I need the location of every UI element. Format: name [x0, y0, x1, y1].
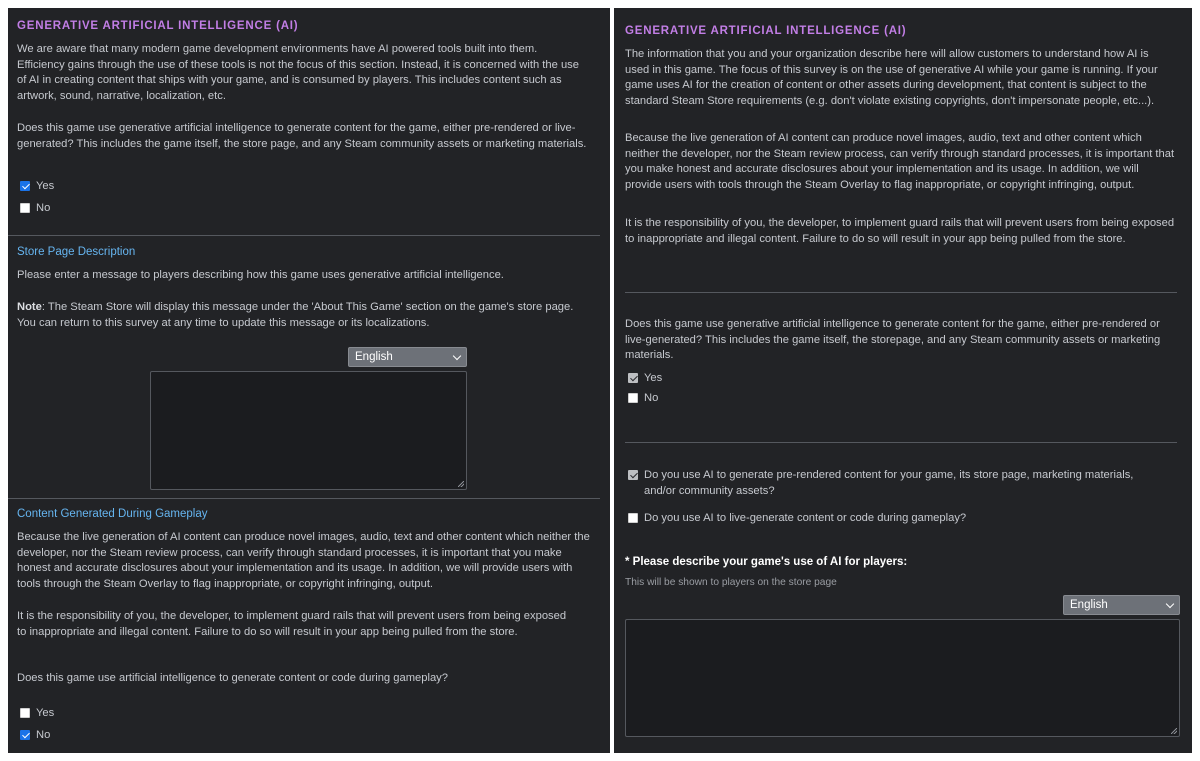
q1-yes-label: Yes [36, 180, 55, 192]
live-generate-label: Do you use AI to live-generate content or code during gameplay? [644, 512, 967, 524]
store-note [17, 300, 582, 331]
intro-paragraph-1: The information that you and your organization describe here will allow customers to understand how AI is used in this game. The focus of this survey is on the use of generative AI while your game is running. If your game uses AI for the creation of content or other assets during development, that content is subject to the standard Steam Store requirements (e.g. don't violate existing copyrights, don't impersonate people, etc...). [625, 48, 1158, 107]
section-title: GENERATIVE ARTIFICIAL INTELLIGENCE (AI) [17, 20, 299, 32]
language-select[interactable] [348, 347, 467, 367]
q2-yes-option[interactable] [20, 706, 54, 722]
q1-no-option[interactable] [20, 201, 50, 217]
ai-description-textarea[interactable] [625, 619, 1180, 737]
checkbox-empty-icon[interactable] [20, 708, 30, 718]
q1-no-label: No [644, 392, 659, 404]
live-generate-option[interactable] [628, 511, 966, 527]
gameplay-paragraph-2: It is the responsibility of you, the developer, to implement guard rails that will prevent users from being exposed to inappropriate and illegal content. Failure to do so will result in your app being pulled from the store. [17, 610, 567, 638]
q1-no-option[interactable] [628, 391, 658, 407]
chevron-down-icon [453, 352, 461, 360]
right-panel [614, 8, 1192, 753]
question-gameplay: Does this game use artificial intelligence to generate content or code during gameplay? [17, 672, 448, 684]
resize-handle-icon[interactable] [1171, 728, 1177, 734]
divider [8, 498, 600, 499]
checkbox-checked-icon[interactable] [628, 470, 638, 480]
checkbox-empty-icon[interactable] [628, 393, 638, 403]
intro-paragraph-3: It is the responsibility of you, the developer, to implement guard rails that will prevent users from being exposed to inappropriate and illegal content. Failure to do so will result in your app being pulled from the store. [625, 217, 1175, 245]
q1-yes-label: Yes [644, 372, 663, 384]
note-label: Note [17, 301, 42, 313]
divider [625, 292, 1177, 293]
question-generative: Does this game use generative artificial intelligence to generate content for the game, either pre-rendered or live-generated? This includes the game itself, the storepage, and any Steam community assets or marketing materials. [625, 318, 1161, 361]
resize-handle-icon[interactable] [458, 481, 464, 487]
divider [625, 442, 1177, 443]
describe-sublabel: This will be shown to players on the store page [625, 577, 837, 588]
prerendered-label: Do you use AI to generate pre-rendered content for your game, its store page, marketing materials, and/or community assets? [644, 469, 1134, 497]
q1-no-label: No [36, 202, 51, 214]
language-select-value: English [1070, 599, 1108, 611]
q2-no-option[interactable] [20, 728, 50, 744]
section-title: GENERATIVE ARTIFICIAL INTELLIGENCE (AI) [625, 25, 907, 37]
note-text: : The Steam Store will display this message under the 'About This Game' section on the game's store page. You can return to this survey at any time to update this message or its localizations. [17, 301, 574, 329]
language-select[interactable] [1063, 595, 1180, 615]
checkbox-checked-icon[interactable] [628, 373, 638, 383]
chevron-down-icon [1166, 600, 1174, 608]
left-panel [8, 8, 610, 753]
question-generative: Does this game use generative artificial intelligence to generate content for the game, either pre-rendered or live-generated? This includes the game itself, the store page, and any Steam community assets or marketing materials. [17, 122, 587, 150]
store-page-heading: Store Page Description [17, 246, 136, 258]
checkbox-empty-icon[interactable] [20, 203, 30, 213]
store-description-textarea[interactable] [150, 371, 467, 490]
store-prompt: Please enter a message to players describing how this game uses generative artificial intelligence. [17, 269, 504, 281]
checkbox-checked-icon[interactable] [20, 181, 30, 191]
divider [8, 235, 600, 236]
intro-paragraph-2: Because the live generation of AI content can produce novel images, audio, text and other content which neither the developer, nor the Steam review process, can verify through standard processes, it is important that you make honest and accurate disclosures about your implementation and its usage. In addition, we will provide users with tools through the Steam Overlay to flag inappropriate, or copyright infringing, output. [625, 132, 1175, 191]
checkbox-empty-icon[interactable] [628, 513, 638, 523]
gameplay-paragraph-1: Because the live generation of AI content can produce novel images, audio, text and other content which neither the developer, nor the Steam review process, can verify through standard processes, it is important that you make honest and accurate disclosures about your implementation and its usage. In addition, we will provide users with tools through the Steam Overlay to flag inappropriate, or copyright infringing, output. [17, 531, 590, 590]
language-select-value: English [355, 351, 393, 363]
describe-label: * Please describe your game's use of AI for players: [625, 556, 908, 568]
checkbox-checked-icon[interactable] [20, 730, 30, 740]
q2-yes-label: Yes [36, 707, 55, 719]
gameplay-heading: Content Generated During Gameplay [17, 508, 208, 520]
intro-text: We are aware that many modern game development environments have AI powered tools built into them. Efficiency gains through the use of these tools is not the focus of this section. Instead, it is concerned with the use of AI in creating content that ships with your game, and is consumed by players. This includes content such as artwork, sound, narrative, localization, etc. [17, 43, 579, 102]
q1-yes-option[interactable] [20, 179, 54, 195]
q2-no-label: No [36, 729, 51, 741]
prerendered-option[interactable] [628, 468, 1163, 499]
q1-yes-option[interactable] [628, 371, 662, 387]
